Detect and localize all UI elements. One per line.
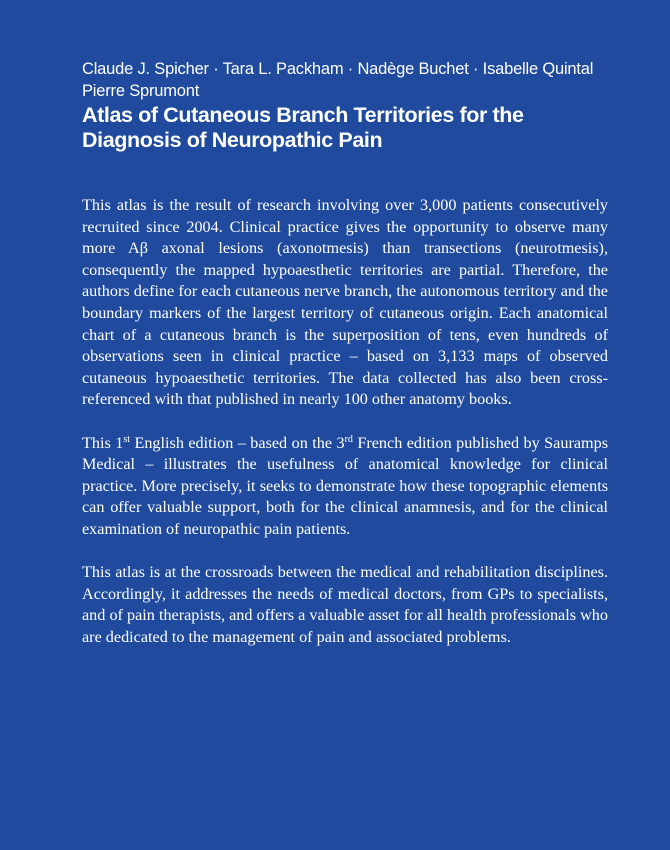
superscript-rd: rd bbox=[344, 433, 353, 445]
paragraph-2 bbox=[82, 433, 608, 541]
description bbox=[82, 195, 608, 648]
author-line-2: Pierre Sprumont bbox=[82, 82, 200, 100]
paragraph-2-part-b: English edition – based on the 3 bbox=[130, 433, 345, 452]
book-title: Atlas of Cutaneous Branch Territories for the Diagnosis of Neuropathic Pain bbox=[82, 103, 524, 152]
paragraph-3: This atlas is at the crossroads between the medical and rehabilitation disciplines. Accordingly, it addresses the needs of medical doctors, from GPs to specialists, and of pain therapists, and offers a valuable asset for all health professionals who are dedicated to the management of pain and associated problems. bbox=[82, 563, 608, 646]
paragraph-2-part-c: French edition published by Sauramps Medical – illustrates the usefulness of anatomical knowledge for clinical practice. More precisely, it seeks to demonstrate how these topographic elements can offer valuable support, both for the clinical anamnesis, and for the clinical examination of neuropathic pain patients. bbox=[82, 433, 608, 538]
paragraph-1: This atlas is the result of research involving over 3,000 patients consecutively recruited since 2004. Clinical practice gives the opportunity to observe many more Aβ axonal lesions (axonotmesis) than transections (neurotmesis), consequently the mapped hypoaesthetic territories are partial. Therefore, the authors define for each cutaneous nerve branch, the autonomous territory and the boundary markers of the largest territory of cutaneous origin. Each anatomical chart of a cutaneous branch is the superposition of tens, even hundreds of observations seen in clinical practice – based on 3,133 maps of observed cutaneous hypoaesthetic territories. The data collected has also been cross-referenced with that published in nearly 100 other anatomy books. bbox=[82, 196, 608, 409]
superscript-st: st bbox=[123, 433, 130, 445]
author-line-1: Claude J. Spicher · Tara L. Packham · Nadège Buchet · Isabelle Quintal bbox=[82, 60, 594, 78]
author-list bbox=[82, 58, 608, 102]
paragraph-2-part-a: This 1 bbox=[82, 433, 124, 452]
